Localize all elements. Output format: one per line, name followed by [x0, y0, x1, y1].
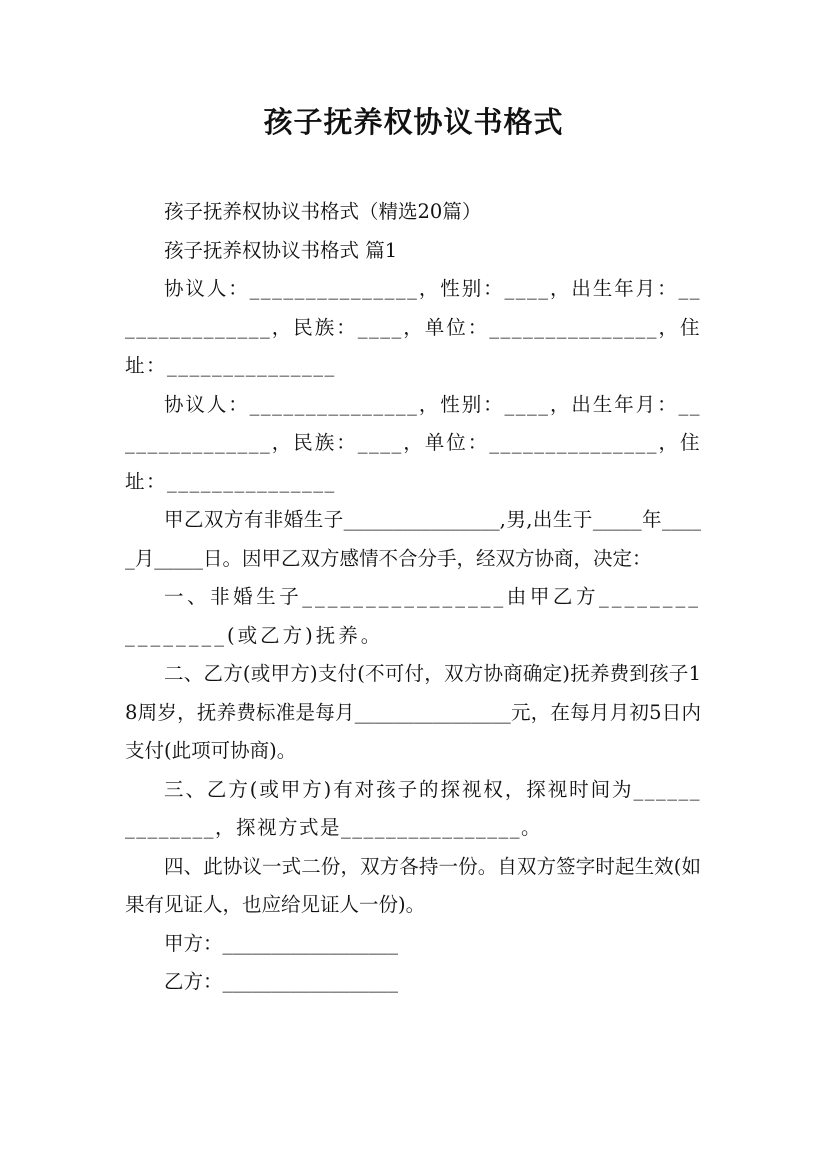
- subtitle-paragraph: 孩子抚养权协议书格式（精选20篇）: [164, 200, 482, 223]
- party-a-signature-line: 甲方：__________________: [164, 931, 399, 955]
- party-info-paragraph-2: 协议人：_______________，性别：____，出生年月：_______________，民族：____，单位：_______________，住址：_______________: [125, 392, 701, 493]
- clause-3-paragraph: 三、乙方(或甲方)有对孩子的探视权，探视时间为______________，探视方式是________________。: [125, 777, 701, 839]
- clause-4-paragraph: 四、此协议一式二份，双方各持一份。自双方签字时起生效(如果有见证人，也应给见证人一份)。: [125, 854, 701, 916]
- clause-2-paragraph: 二、乙方(或甲方)支付(不可付，双方协商确定)抚养费到孩子18周岁，抚养费标准是每月________________元，在每月月初5日内支付(此项可协商)。: [125, 662, 701, 762]
- document-title: 孩子抚养权协议书格式: [263, 105, 564, 139]
- party-info-paragraph-1: 协议人：_______________，性别：____，出生年月：_______________，民族：____，单位：_______________，住址：_______________: [125, 277, 701, 377]
- clause-1-paragraph: 一、非婚生子________________由甲乙方________________(或乙方)抚养。: [125, 585, 701, 647]
- document-body: [125, 193, 701, 1002]
- child-info-paragraph: 甲乙双方有非婚生子________________,男,出生于_____年_____月_____日。因甲乙双方感情不合分手，经双方协商，决定：: [125, 508, 701, 570]
- section-heading: 孩子抚养权协议书格式 篇1: [164, 238, 398, 262]
- party-b-signature-line: 乙方：__________________: [164, 970, 399, 993]
